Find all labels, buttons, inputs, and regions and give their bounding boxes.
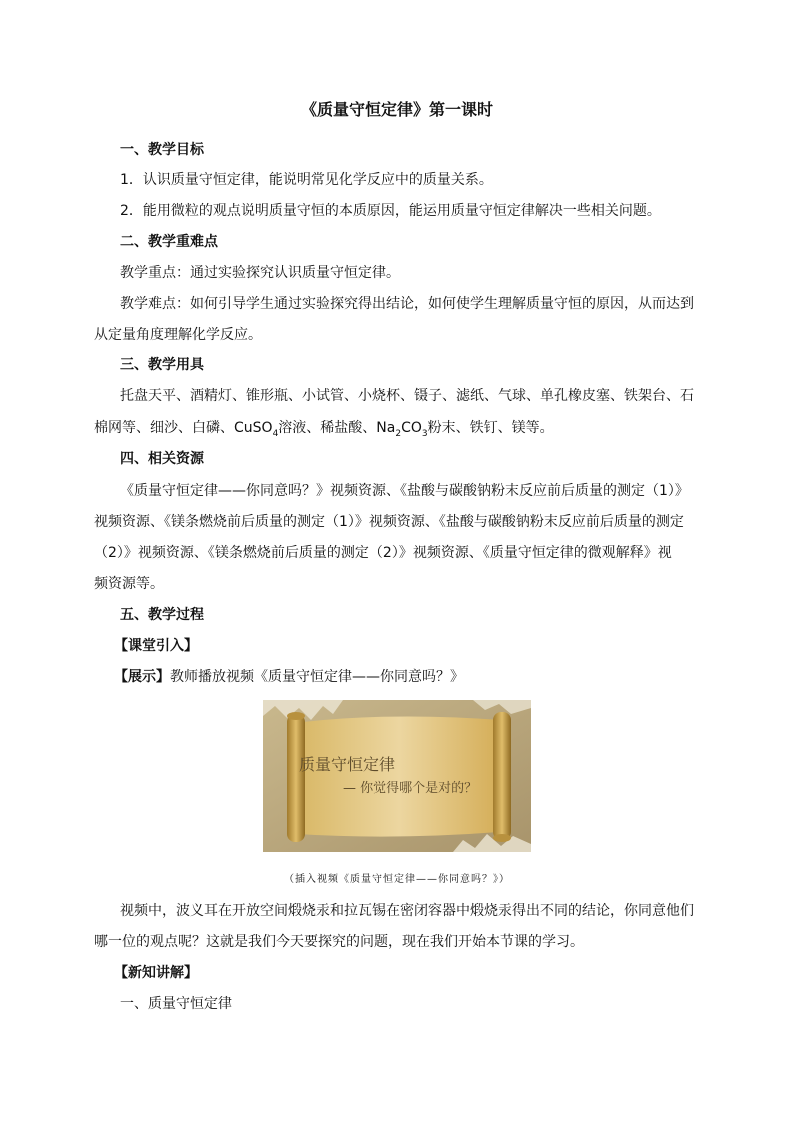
law-heading: 一、质量守恒定律 (120, 996, 232, 1012)
goal-1: 1．认识质量守恒定律，能说明常见化学反应中的质量关系。 (120, 172, 493, 188)
tools-heading: 三、教学用具 (120, 357, 204, 373)
video-caption: （插入视频《质量守恒定律——你同意吗？》） (284, 874, 510, 885)
page-title: 《质量守恒定律》第一课时 (300, 100, 493, 119)
resources-line-3: （2）》视频资源、《镁条燃烧前后质量的测定（2）》视频资源、《质量守恒定律的微观解释》视 (94, 545, 672, 561)
resources-line-2: 视频资源、《镁条燃烧前后质量的测定（1）》视频资源、《盐酸与碳酸钠粉末反应前后质量的测定 (94, 514, 684, 530)
new-knowledge-heading: 【新知讲解】 (114, 965, 198, 981)
tools-text-c: CO (401, 420, 422, 436)
tools-line-2 (94, 418, 554, 438)
resources-line-4: 频资源等。 (94, 576, 164, 592)
tools-line-1: 托盘天平、酒精灯、锥形瓶、小试管、小烧杯、镊子、滤纸、气球、单孔橡皮塞、铁架台、石 (120, 388, 694, 404)
key-point: 教学重点：通过实验探究认识质量守恒定律。 (120, 265, 400, 281)
show-text: 教师播放视频《质量守恒定律——你同意吗？》 (170, 669, 464, 685)
paragraph-1-line-1: 视频中，波义耳在开放空间煅烧汞和拉瓦锡在密闭容器中煅烧汞得出不同的结论，你同意他们 (120, 903, 694, 919)
show-line (114, 667, 464, 687)
process-heading: 五、教学过程 (120, 607, 204, 623)
difficulty-line-2: 从定量角度理解化学反应。 (94, 327, 262, 343)
scroll-subtitle: — 你觉得哪个是对的？ (343, 781, 478, 796)
paragraph-1-line-2: 哪一位的观点呢？这就是我们今天要探究的问题，现在我们开始本节课的学习。 (94, 934, 584, 950)
key-heading: 二、教学重难点 (120, 234, 218, 250)
scroll-title: 质量守恒定律 (299, 755, 396, 774)
goal-2: 2．能用微粒的观点说明质量守恒的本质原因，能运用质量守恒定律解决一些相关问题。 (120, 203, 661, 219)
tools-subscript-1: 4 (272, 428, 279, 439)
show-label: 【展示】 (114, 669, 170, 685)
scroll-image (263, 700, 531, 852)
tools-subscript-3: 3 (421, 428, 428, 439)
intro-heading: 【课堂引入】 (114, 638, 198, 654)
difficulty-line-1: 教学难点：如何引导学生通过实验探究得出结论，如何使学生理解质量守恒的原因，从而达到 (120, 296, 694, 312)
tools-text-a: 棉网等、细沙、白磷、CuSO (94, 420, 273, 436)
resources-heading: 四、相关资源 (120, 451, 204, 467)
video-thumbnail[interactable] (263, 700, 531, 852)
goals-heading: 一、教学目标 (120, 142, 204, 158)
resources-line-1: 《质量守恒定律——你同意吗？》视频资源、《盐酸与碳酸钠粉末反应前后质量的测定（1）》 (120, 483, 689, 499)
tools-text-b: 溶液、稀盐酸、Na (278, 420, 396, 436)
tools-subscript-2: 2 (395, 428, 402, 439)
tools-text-d: 粉末、铁钉、镁等。 (427, 420, 554, 436)
